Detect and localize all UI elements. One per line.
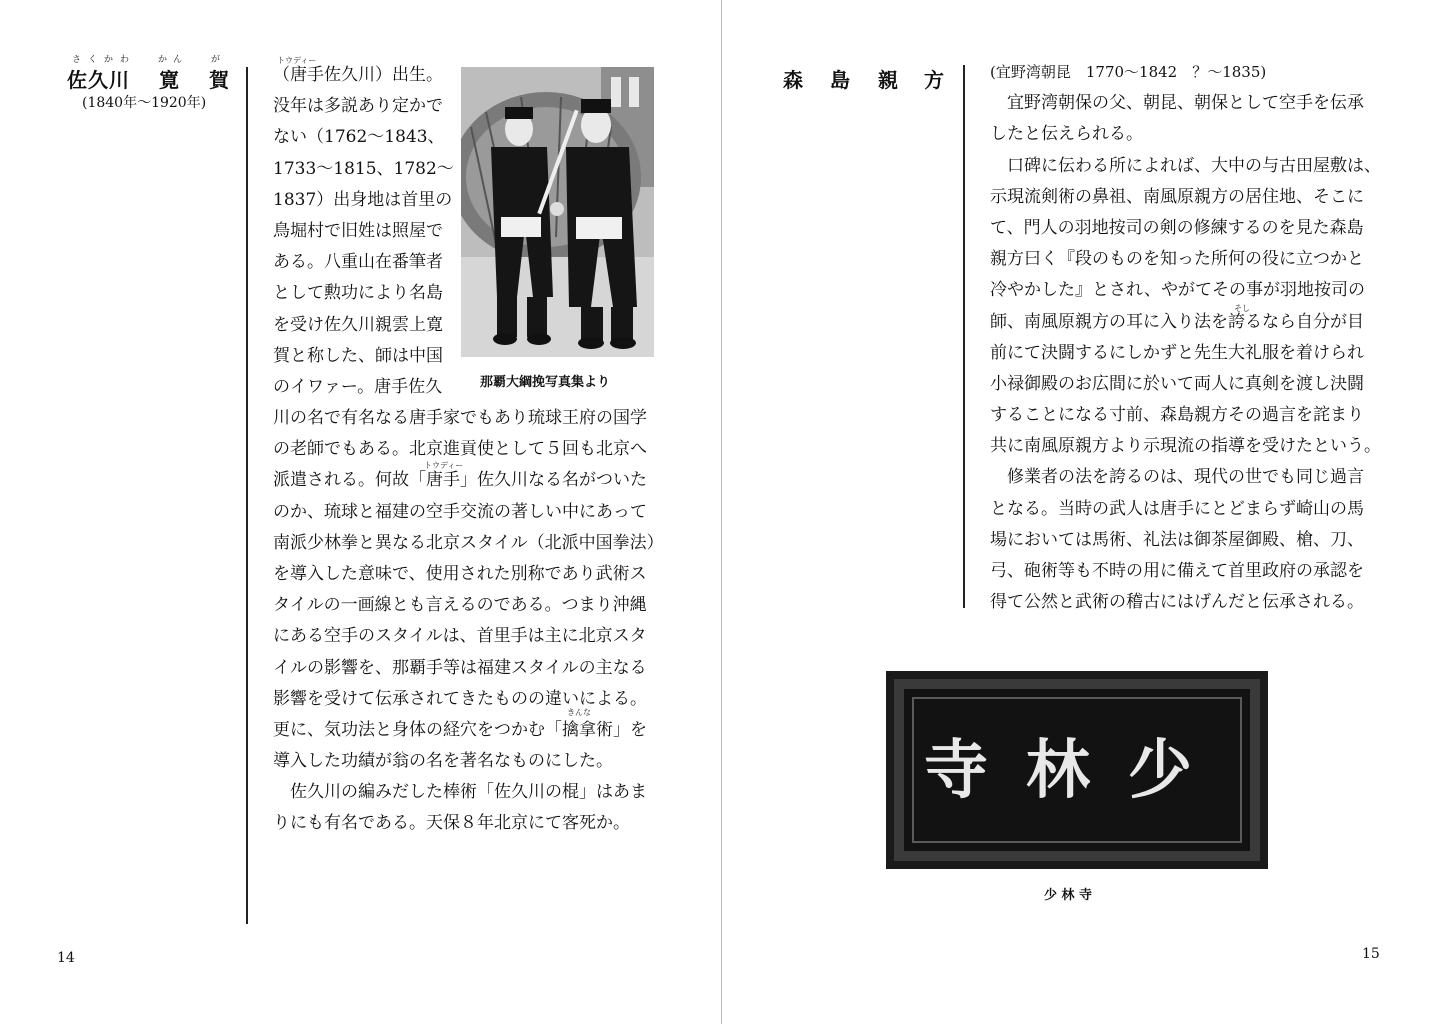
text-line: 鳥堀村で旧姓は照屋で — [273, 220, 443, 241]
plaque-caption: 少 林 寺 — [1044, 888, 1093, 903]
text-line: 場においては馬術、礼法は御茶屋御殿、槍、刀、 — [990, 529, 1364, 550]
text-line: 示現流剣術の鼻祖、南風原親方の居住地、そこに — [990, 186, 1364, 207]
person-name-shima: 島 — [830, 68, 851, 92]
person-name-oya: 親 — [878, 68, 899, 92]
photo-caption: 那覇大綱挽写真集より — [480, 375, 611, 390]
text-line: 更に、気功法と身体の経穴をつかむ「擒拿術」を — [273, 719, 647, 740]
text-line: 共に南風原親方より示現流の指導を受けたという。 — [990, 436, 1381, 457]
text-line: 川の名で有名なる唐手家でもあり琉球王府の国学 — [273, 408, 647, 428]
text-line: イルの影響を、那覇手等は福建スタイルの主なる — [273, 657, 647, 678]
text-line: を受け佐久川親雲上寛 — [273, 314, 443, 335]
text-line: ある。八重山在番筆者 — [273, 252, 443, 273]
shaolin-plaque-photo — [886, 671, 1268, 869]
text-line: 冷やかした』とされ、やがてその事が羽地按司の — [990, 280, 1366, 301]
text-line: のイワァー。唐手佐久 — [273, 376, 443, 397]
text-line: のか、琉球と福建の空手交流の著しい中にあって — [273, 501, 647, 522]
text-line: 1733～1815、1782～ — [273, 158, 454, 179]
text-line: 親方曰く『段のものを知った所何の役に立つかと — [990, 249, 1364, 270]
person-years: (1840年～1920年) — [82, 95, 207, 111]
plaque-char-sho: 少 — [1128, 733, 1230, 808]
book-spine-divider — [721, 0, 722, 1024]
text-line: りにも有名である。天保８年北京にて客死か。 — [273, 813, 630, 834]
name-ruby-ga: が — [211, 55, 221, 65]
text-line: することになる寸前、森島親方その過言を詫まり — [990, 405, 1364, 426]
left-body-text-top — [273, 60, 454, 403]
text-line: (宜野湾朝昆 1770～1842 ？～1835) — [990, 63, 1267, 81]
text-line: 派遣される。何故「唐手」佐久川なる名がついた — [273, 470, 647, 491]
text-line: 宜野湾朝保の父、朝昆、朝保として空手を伝承 — [990, 93, 1364, 114]
text-line: タイルの一画線とも言えるのである。つまり沖縄 — [273, 595, 647, 616]
name-ruby-kan: かん — [158, 55, 189, 65]
text-line: として勲功により名島 — [273, 283, 443, 304]
text-line: 修業者の法を誇るのは、現代の世でも同じ過言 — [990, 467, 1364, 488]
text-line: 師、南風原親方の耳に入り法を誇るなら自分が目 — [990, 311, 1364, 332]
text-line: 1837）出身地は首里の — [273, 189, 453, 210]
text-line: にある空手のスタイルは、首里手は主に北京スタ — [273, 626, 647, 647]
right-body-text — [990, 57, 1381, 618]
text-line: （唐手佐久川）出生。 — [273, 65, 443, 85]
text-line: て、門人の羽地按司の剣の修練するのを見た森島 — [990, 217, 1364, 238]
text-line: 口碑に伝わる所によれば、大中の与古田屋敷は、 — [990, 155, 1381, 176]
plaque-char-tera: 寺 — [924, 733, 1026, 808]
plaque-characters — [886, 719, 1268, 811]
plaque-char-rin: 林 — [1026, 733, 1128, 808]
ruby-todi-mid: トウディー — [424, 461, 464, 470]
page-number-right: 15 — [1362, 946, 1380, 962]
left-body-text-full — [273, 403, 664, 840]
ruby-todi-top: トウディー — [277, 56, 317, 65]
name-ruby-sakukawa: さくかわ — [72, 55, 137, 65]
ruby-soshi: そし — [1234, 304, 1250, 313]
person-name-kata: 方 — [924, 68, 945, 92]
ruby-kinna: きんな — [567, 708, 591, 717]
text-line: ない（1762～1843、 — [273, 127, 445, 148]
text-line: となる。当時の武人は唐手にとどまらず崎山の馬 — [990, 498, 1364, 519]
text-line: の老師でもある。北京進貢使として５回も北京へ — [273, 439, 647, 460]
heading-divider-line — [963, 65, 965, 608]
text-line: 得て公然と武術の稽古にはげんだと伝承される。 — [990, 592, 1364, 613]
text-line: 佐久川の編みだした棒術「佐久川の棍」はあま — [273, 782, 647, 803]
text-line: 前にて決闘するにしかずと先生大礼服を着けられ — [990, 342, 1364, 363]
person-name-mori: 森 — [783, 68, 804, 92]
person-name-ga: 賀 — [209, 68, 230, 92]
text-line: 賀と称した、師は中国 — [273, 345, 443, 366]
text-line: 小禄御殿のお広間に於いて両人に真剣を渡し決闘 — [990, 373, 1364, 394]
festival-photo — [461, 67, 654, 357]
text-line: を導入した意味で、使用された別称であり武術ス — [273, 563, 647, 584]
text-line: 影響を受けて伝承されてきたものの違いによる。 — [273, 688, 647, 709]
text-line: 弓、砲術等も不時の用に備えて首里政府の承認を — [990, 561, 1364, 581]
text-line: 没年は多説あり定かで — [273, 96, 443, 117]
person-name-sakukawa: 佐久川 — [67, 68, 130, 92]
text-line: 導入した功績が翁の名を著名なものにした。 — [273, 751, 613, 772]
festival-photo-illustration — [461, 67, 654, 357]
page-number-left: 14 — [57, 950, 75, 966]
text-line: 南派少林拳と異なる北京スタイル（北派中国拳法） — [273, 532, 664, 553]
heading-divider-line — [246, 67, 248, 924]
text-line: したと伝えられる。 — [990, 124, 1143, 145]
person-name-kan: 寛 — [159, 68, 180, 92]
